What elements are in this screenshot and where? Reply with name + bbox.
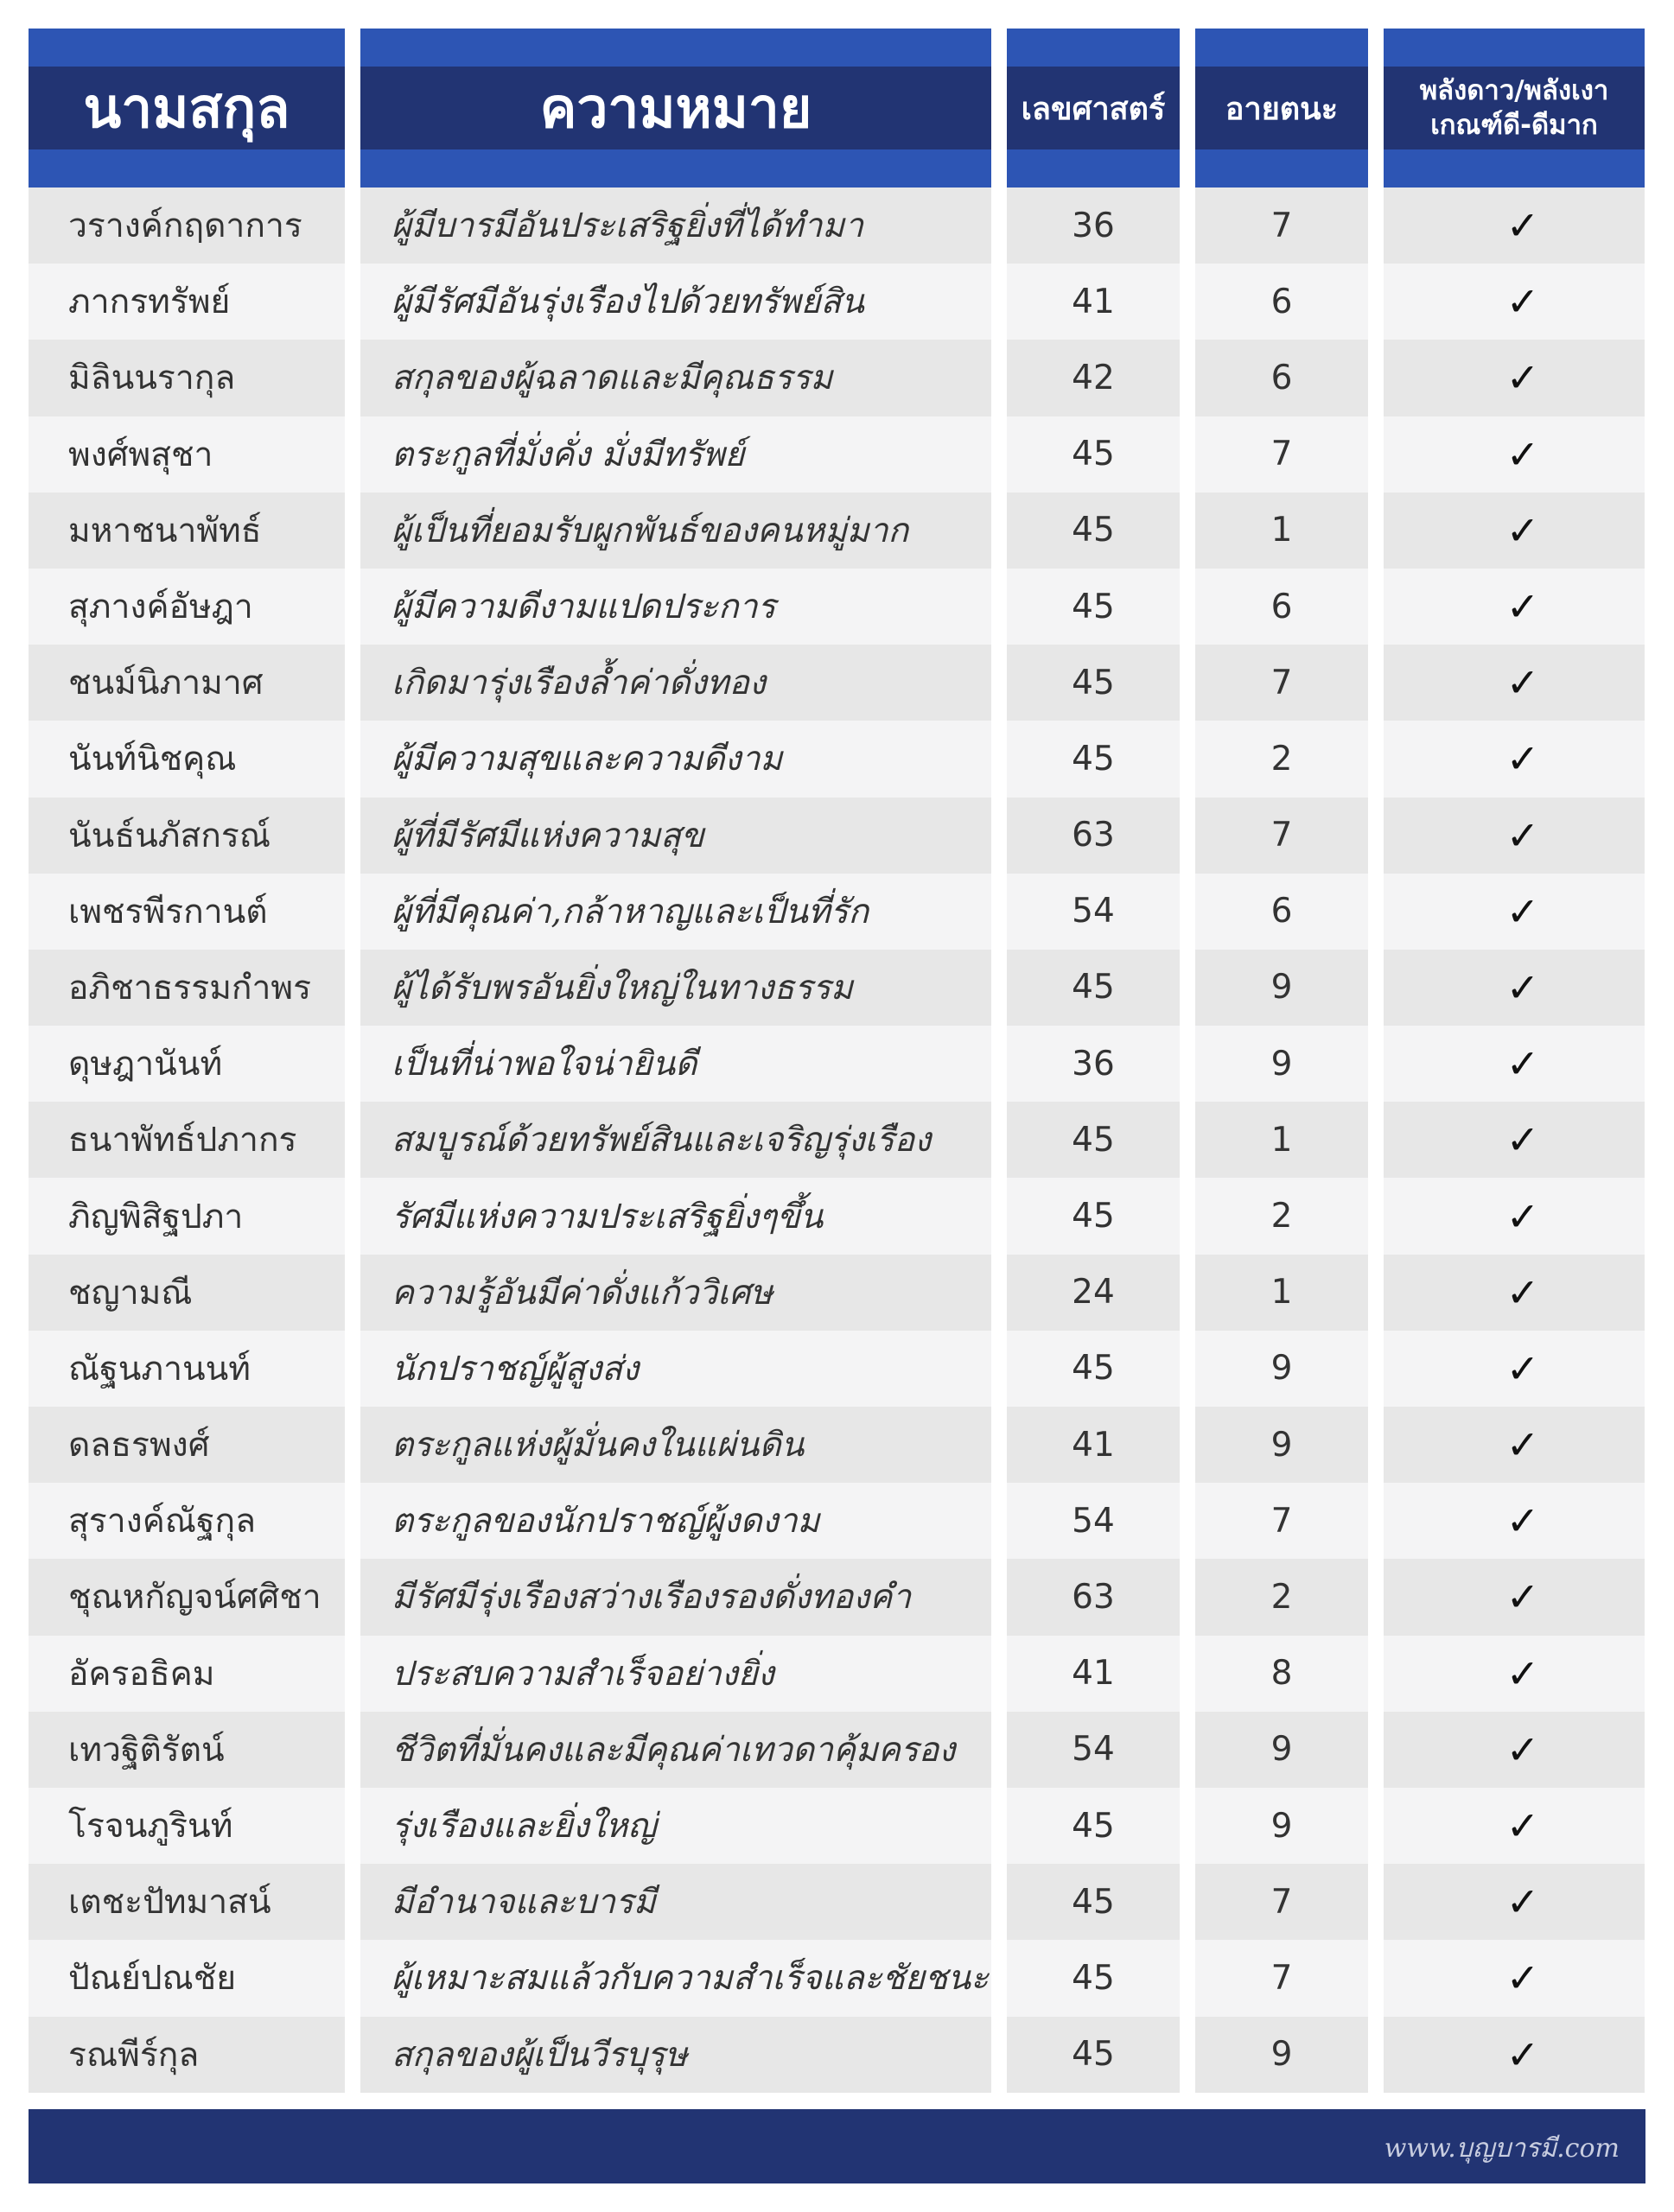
surname-cell: ดลธรพงศ์ [29, 1407, 345, 1483]
surname-cell: รณพีร์กุล [29, 2017, 345, 2093]
surname-table [29, 29, 1645, 2093]
header-surname: นามสกุล [29, 29, 345, 188]
meaning-cell: รัศมีแห่งความประเสริฐยิ่งๆขึ้น [360, 1178, 991, 1254]
surname-cell: ภากรทรัพย์ [29, 264, 345, 340]
ayatana-cell: 9 [1195, 1712, 1368, 1788]
meaning-cell: ตระกูลของนักปราชญ์ผู้งดงาม [360, 1483, 991, 1559]
surname-cell: ธนาพัทธ์ปภากร [29, 1102, 345, 1178]
numerology-cell: 45 [1007, 493, 1180, 569]
ayatana-cell: 7 [1195, 1940, 1368, 2016]
ayatana-cell: 1 [1195, 493, 1368, 569]
surname-cell: ปัณย์ปณชัย [29, 1940, 345, 2016]
surname-cell: ดุษฎานันท์ [29, 1026, 345, 1102]
numerology-cell: 24 [1007, 1255, 1180, 1331]
ayatana-cell: 7 [1195, 645, 1368, 721]
surname-cell: สุรางค์ณัฐกุล [29, 1483, 345, 1559]
ayatana-cell: 1 [1195, 1102, 1368, 1178]
ayatana-cell: 6 [1195, 340, 1368, 416]
meaning-cell: ผู้มีบารมีอันประเสริฐยิ่งที่ได้ทำมา [360, 188, 991, 264]
meaning-cell: รุ่งเรืองและยิ่งใหญ่ [360, 1788, 991, 1864]
check-icon: ✓ [1384, 416, 1645, 493]
meaning-cell: ผู้มีความดีงามแปดประการ [360, 569, 991, 645]
surname-cell: ชุณหกัญจน์ศศิชา [29, 1559, 345, 1635]
check-icon: ✓ [1384, 1255, 1645, 1331]
meaning-cell: ตระกูลที่มั่งคั่ง มั่งมีทรัพย์ [360, 416, 991, 493]
ayatana-cell: 6 [1195, 569, 1368, 645]
surname-cell: มหาชนาพัทธ์ [29, 493, 345, 569]
meaning-cell: ผู้ได้รับพรอันยิ่งใหญ่ในทางธรรม [360, 950, 991, 1026]
surname-cell: เทวฐิติรัตน์ [29, 1712, 345, 1788]
surname-cell: ชนม์นิภามาศ [29, 645, 345, 721]
table-header [29, 29, 1645, 188]
check-icon: ✓ [1384, 188, 1645, 264]
numerology-cell: 63 [1007, 1559, 1180, 1635]
ayatana-cell: 9 [1195, 1788, 1368, 1864]
check-icon: ✓ [1384, 1178, 1645, 1254]
numerology-cell: 45 [1007, 1178, 1180, 1254]
meaning-cell: เป็นที่น่าพอใจน่ายินดี [360, 1026, 991, 1102]
footer-url: www.บุญบารมี.com [1384, 2133, 1620, 2164]
numerology-cell: 45 [1007, 416, 1180, 493]
surname-cell: เตชะปัทมาสน์ [29, 1864, 345, 1940]
check-icon: ✓ [1384, 340, 1645, 416]
surname-cell: นันธ์นภัสกรณ์ [29, 798, 345, 874]
check-icon: ✓ [1384, 1940, 1645, 2016]
header-ayatana: อายตนะ [1195, 29, 1368, 188]
surname-cell: อภิชาธรรมกำพร [29, 950, 345, 1026]
surname-cell: นันท์นิชคุณ [29, 721, 345, 797]
meaning-cell: ผู้เป็นที่ยอมรับผูกพันธ์ของคนหมู่มาก [360, 493, 991, 569]
header-meaning: ความหมาย [360, 29, 991, 188]
ayatana-cell: 2 [1195, 1178, 1368, 1254]
numerology-cell: 45 [1007, 1788, 1180, 1864]
check-icon: ✓ [1384, 950, 1645, 1026]
surname-cell: ชญามณี [29, 1255, 345, 1331]
numerology-cell: 41 [1007, 1636, 1180, 1712]
check-icon: ✓ [1384, 1559, 1645, 1635]
check-icon: ✓ [1384, 1864, 1645, 1940]
numerology-cell: 54 [1007, 1483, 1180, 1559]
meaning-cell: สกุลของผู้เป็นวีรบุรุษ [360, 2017, 991, 2093]
check-icon: ✓ [1384, 645, 1645, 721]
check-icon: ✓ [1384, 1407, 1645, 1483]
numerology-cell: 45 [1007, 1864, 1180, 1940]
meaning-cell: ชีวิตที่มั่นคงและมีคุณค่าเทวดาคุ้มครอง [360, 1712, 991, 1788]
numerology-cell: 45 [1007, 569, 1180, 645]
check-icon: ✓ [1384, 1331, 1645, 1407]
ayatana-cell: 6 [1195, 264, 1368, 340]
meaning-cell: เกิดมารุ่งเรืองล้ำค่าดั่งทอง [360, 645, 991, 721]
numerology-cell: 45 [1007, 950, 1180, 1026]
meaning-cell: ตระกูลแห่งผู้มั่นคงในแผ่นดิน [360, 1407, 991, 1483]
header-numerology: เลขศาสตร์ [1007, 29, 1180, 188]
meaning-cell: มีรัศมีรุ่งเรืองสว่างเรืองรองดั่งทองคำ [360, 1559, 991, 1635]
numerology-cell: 45 [1007, 1940, 1180, 2016]
ayatana-cell: 9 [1195, 2017, 1368, 2093]
check-icon: ✓ [1384, 264, 1645, 340]
numerology-cell: 45 [1007, 1102, 1180, 1178]
check-icon: ✓ [1384, 1102, 1645, 1178]
ayatana-cell: 6 [1195, 874, 1368, 950]
check-icon: ✓ [1384, 1636, 1645, 1712]
surname-cell: วรางค์กฤดาการ [29, 188, 345, 264]
ayatana-cell: 9 [1195, 950, 1368, 1026]
meaning-cell: นักปราชญ์ผู้สูงส่ง [360, 1331, 991, 1407]
numerology-cell: 45 [1007, 2017, 1180, 2093]
ayatana-cell: 7 [1195, 798, 1368, 874]
check-icon: ✓ [1384, 1788, 1645, 1864]
check-icon: ✓ [1384, 2017, 1645, 2093]
header-power-line1: พลังดาว/พลังเงา [1419, 74, 1609, 106]
surname-cell: สุภางค์อัษฎา [29, 569, 345, 645]
ayatana-cell: 7 [1195, 1864, 1368, 1940]
check-icon: ✓ [1384, 1483, 1645, 1559]
ayatana-cell: 7 [1195, 188, 1368, 264]
ayatana-cell: 9 [1195, 1026, 1368, 1102]
numerology-cell: 45 [1007, 645, 1180, 721]
check-icon: ✓ [1384, 1712, 1645, 1788]
surname-cell: พงศ์พสุชา [29, 416, 345, 493]
ayatana-cell: 7 [1195, 416, 1368, 493]
meaning-cell: ผู้ที่มีคุณค่า,กล้าหาญและเป็นที่รัก [360, 874, 991, 950]
numerology-cell: 36 [1007, 1026, 1180, 1102]
ayatana-cell: 9 [1195, 1331, 1368, 1407]
check-icon: ✓ [1384, 569, 1645, 645]
header-power [1384, 29, 1645, 188]
meaning-cell: สมบูรณ์ด้วยทรัพย์สินและเจริญรุ่งเรือง [360, 1102, 991, 1178]
ayatana-cell: 2 [1195, 1559, 1368, 1635]
check-icon: ✓ [1384, 874, 1645, 950]
numerology-cell: 45 [1007, 721, 1180, 797]
surname-cell: มิลินนรากุล [29, 340, 345, 416]
numerology-cell: 54 [1007, 1712, 1180, 1788]
numerology-cell: 42 [1007, 340, 1180, 416]
check-icon: ✓ [1384, 1026, 1645, 1102]
meaning-cell: ความรู้อันมีค่าดั่งแก้ววิเศษ [360, 1255, 991, 1331]
ayatana-cell: 7 [1195, 1483, 1368, 1559]
surname-cell: ณัฐนภานนท์ [29, 1331, 345, 1407]
ayatana-cell: 2 [1195, 721, 1368, 797]
meaning-cell: ผู้มีรัศมีอันรุ่งเรืองไปด้วยทรัพย์สิน [360, 264, 991, 340]
numerology-cell: 45 [1007, 1331, 1180, 1407]
meaning-cell: สกุลของผู้ฉลาดและมีคุณธรรม [360, 340, 991, 416]
ayatana-cell: 9 [1195, 1407, 1368, 1483]
meaning-cell: ผู้มีความสุขและความดีงาม [360, 721, 991, 797]
numerology-cell: 36 [1007, 188, 1180, 264]
numerology-cell: 54 [1007, 874, 1180, 950]
meaning-cell: ผู้ที่มีรัศมีแห่งความสุข [360, 798, 991, 874]
ayatana-cell: 8 [1195, 1636, 1368, 1712]
header-power-line2: เกณฑ์ดี-ดีมาก [1430, 110, 1598, 141]
surname-cell: อัครอธิคม [29, 1636, 345, 1712]
check-icon: ✓ [1384, 721, 1645, 797]
ayatana-cell: 1 [1195, 1255, 1368, 1331]
meaning-cell: ประสบความสำเร็จอย่างยิ่ง [360, 1636, 991, 1712]
check-icon: ✓ [1384, 493, 1645, 569]
surname-cell: เพชรพีรกานต์ [29, 874, 345, 950]
check-icon: ✓ [1384, 798, 1645, 874]
numerology-cell: 41 [1007, 1407, 1180, 1483]
surname-cell: ภิญพิสิฐปภา [29, 1178, 345, 1254]
numerology-cell: 41 [1007, 264, 1180, 340]
surname-cell: โรจนภูรินท์ [29, 1788, 345, 1864]
numerology-cell: 63 [1007, 798, 1180, 874]
table-body [29, 188, 1645, 2093]
meaning-cell: มีอำนาจและบารมี [360, 1864, 991, 1940]
footer-bar [29, 2109, 1645, 2183]
meaning-cell: ผู้เหมาะสมแล้วกับความสำเร็จและชัยชนะ [360, 1940, 991, 2016]
